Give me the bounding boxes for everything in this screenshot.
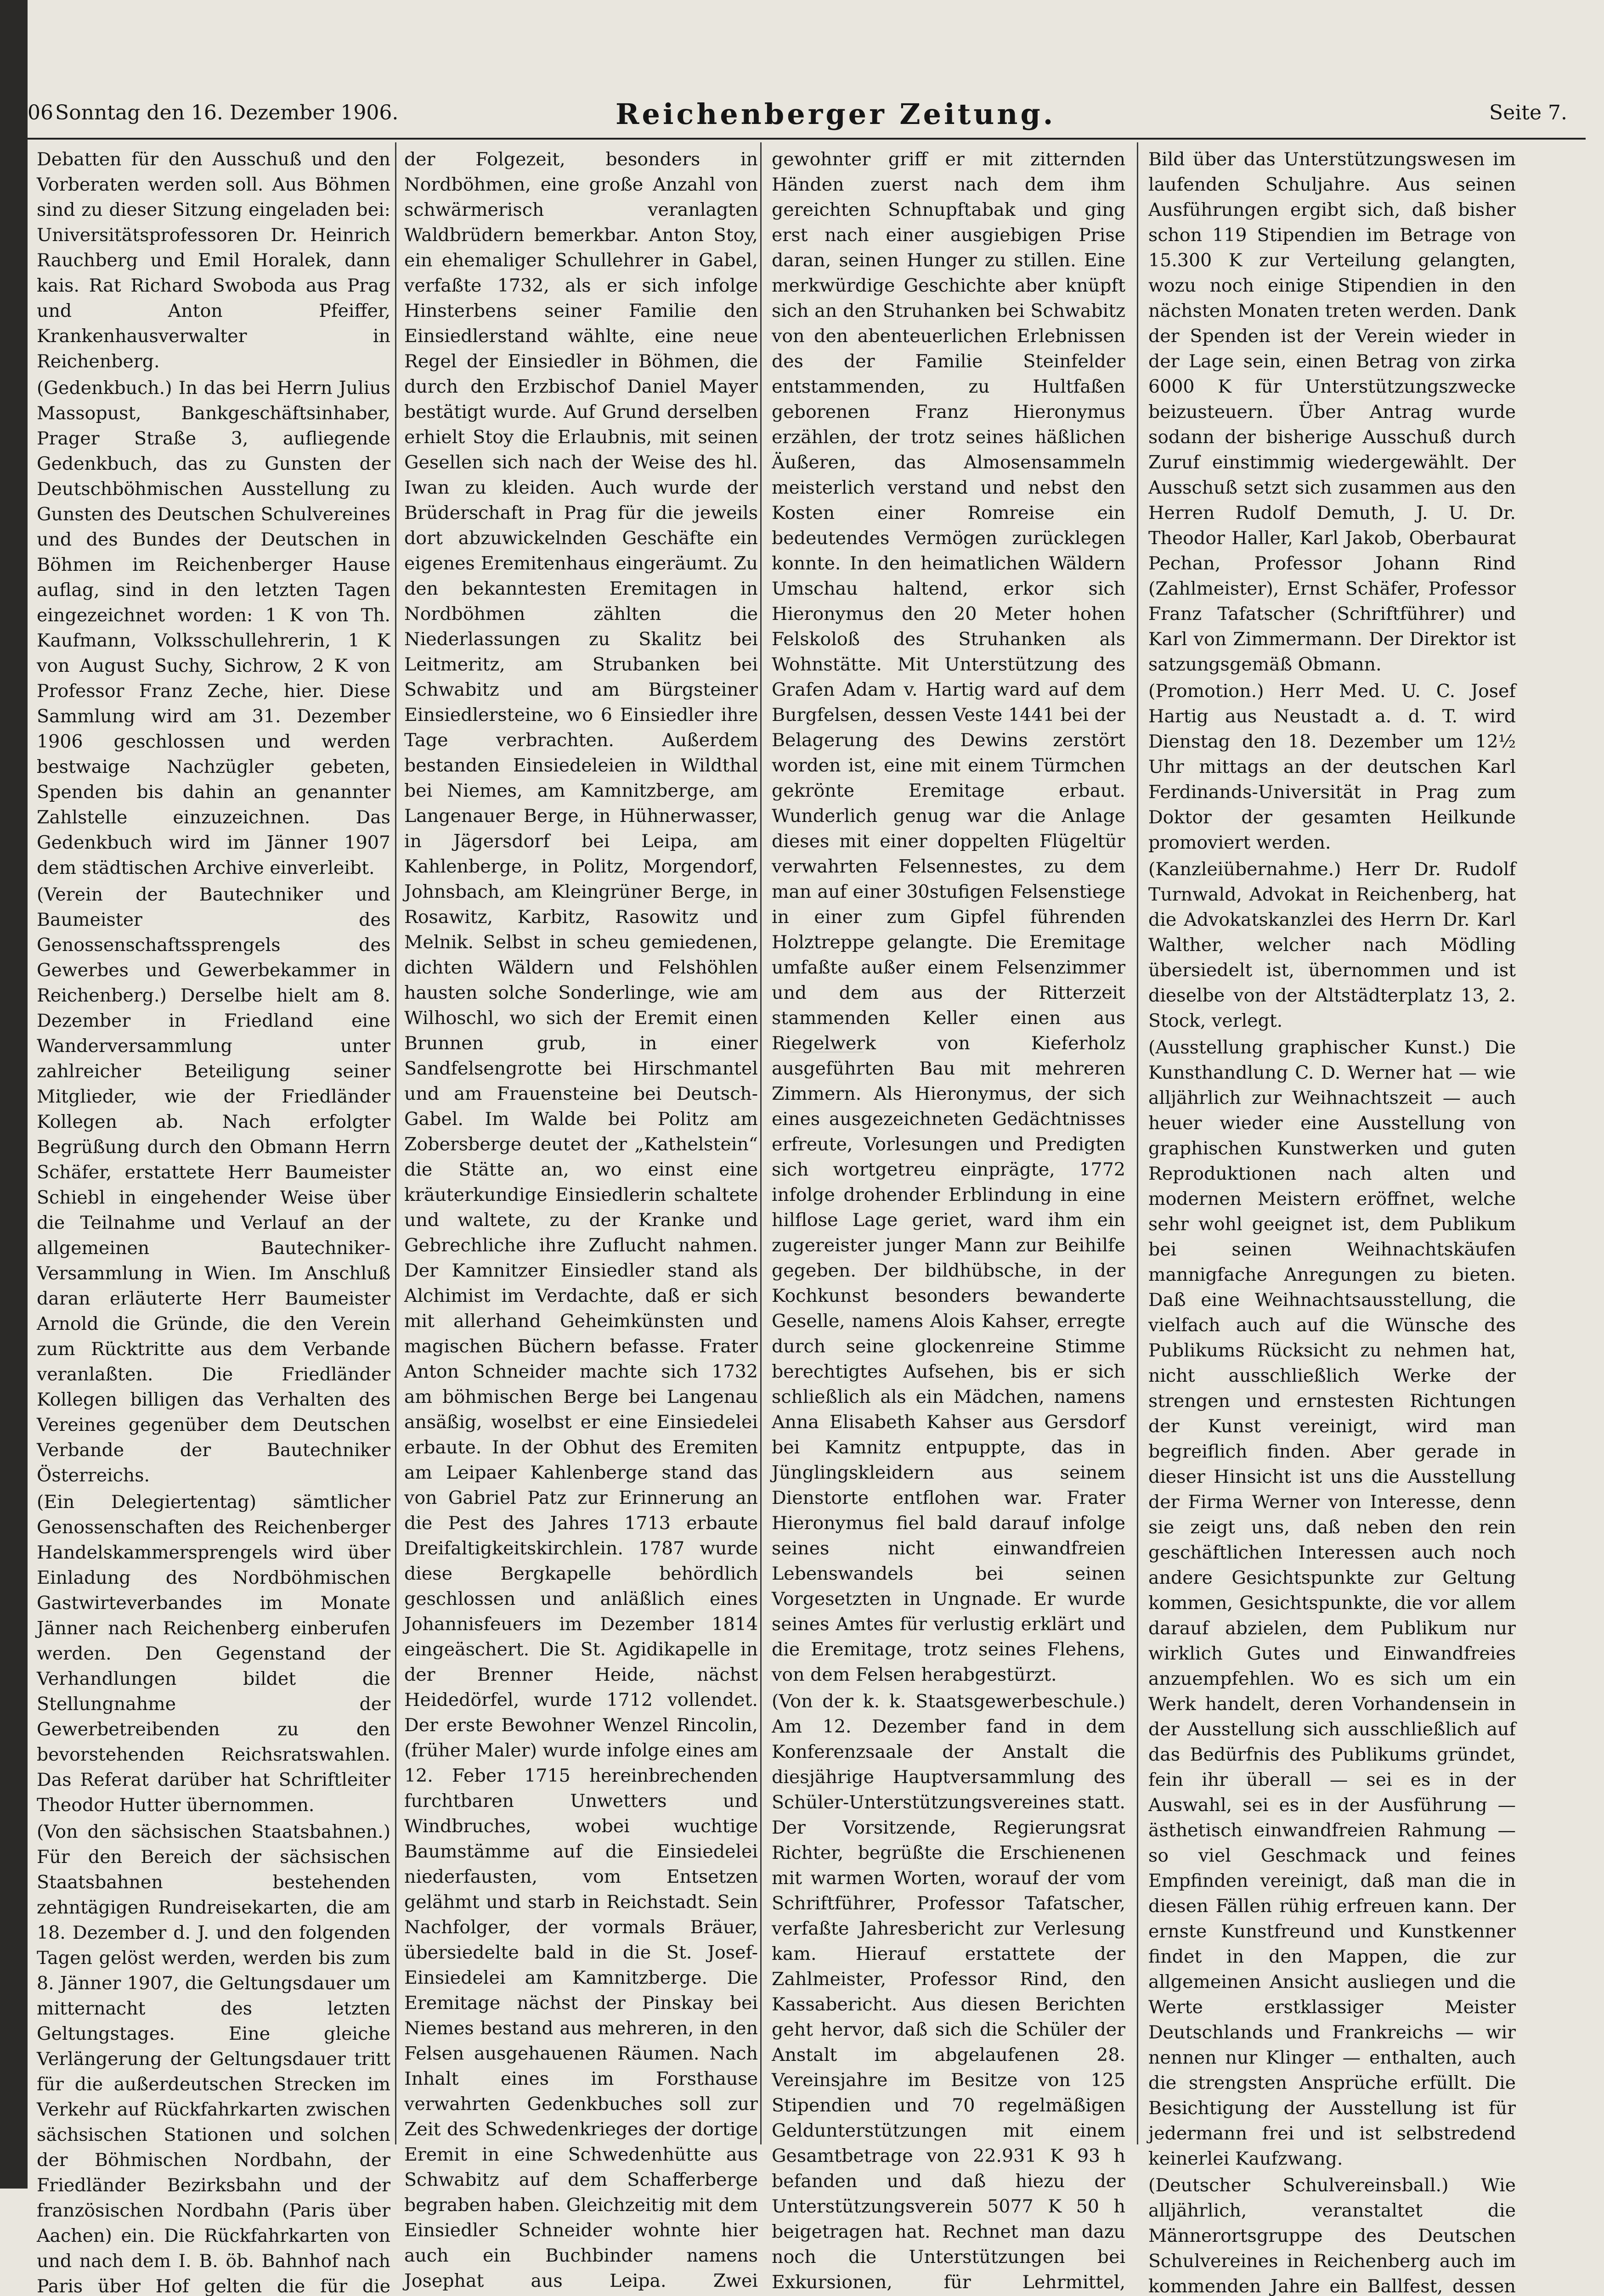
page-edge-shadow [0, 0, 28, 2189]
page-header [28, 97, 1586, 142]
issue-date: Sonntag den 16. Dezember 1906. [55, 101, 399, 124]
page-number-left: 06 [28, 101, 53, 124]
column-2 [404, 147, 758, 2291]
column-divider [1137, 142, 1138, 2144]
article-paragraph: der Folgezeit, besonders in Nordböhmen, eine große Anzahl von schwärmerisch veranlagten Waldbrüdern bemerkbar. Anton Stoy, ein ehemaliger Schullehrer in Gabel, verfaßte 1732, als er sich infolge Hinsterbens seiner Familie den Einsiedlerstand wählte, eine neue Regel der Einsiedler in Böhmen, die durch den Erzbischof Daniel Mayer bestätigt wurde. Auf Grund derselben erhielt Stoy die Erlaubnis, mit seinen Gesellen sich nach der Weise des hl. Iwan zu kleiden. Auch wurde der Brüderschaft in Prag für die jeweils dort abzuwickelnden Geschäfte ein eigenes Eremitenhaus eingeräumt. Zu den bekanntesten Eremitagen in Nordböhmen zählten die Niederlassungen zu Skalitz bei Leitmeritz, am Strubanken bei Schwabitz und am Bürgsteiner Einsiedlersteine, wo 6 Einsiedler ihre Tage verbrachten. Außerdem bestanden Einsiedeleien in Wildthal bei Niemes, am Kamnitzberge, am Langenauer Berge, in Hühnerwasser, in Jägersdorf bei Leipa, am Kahlenberge, in Politz, Morgendorf, Johnsbach, am Kleingrüner Berge, in Rosawitz, Karbitz, Rasowitz und Melnik. Selbst in scheu gemiedenen, dichten Wäldern und Felshöhlen hausten solche Sonderlinge, wie am Wilhoschl, wo sich der Eremit einen Brunnen grub, in einer Sandfelsengrotte bei Hirschmantel und am Frauensteine bei Deutsch-Gabel. Im Walde bei Politz am Zobersberge deutet der „Kathelstein“ die Stätte an, wo einst eine kräuterkundige Einsiedlerin schaltete und waltete, zu der Kranke und Gebrechliche ihre Zuflucht nahmen. Der Kamnitzer Einsiedler stand als Alchimist im Verdachte, daß er sich mit allerhand Geheimkünsten und magischen Büchern befasse. Frater Anton Schneider machte sich 1732 am böhmischen Berge bei Langenau ansäßig, woselbst er eine Einsiedelei erbaute. In der Obhut des Eremiten am Leipaer Kahlenberge stand das von Gabriel Patz zur Erinnerung an die Pest des Jahres 1713 erbaute Dreifaltigkeitskirchlein. 1787 wurde diese Bergkapelle behördlich geschlossen und anläßlich eines Johannisfeuers im Dezember 1814 eingeäschert. Die St. Agidikapelle in der Brenner Heide, nächst Heidedörfel, wurde 1712 vollendet. Der erste Bewohner Wenzel Rincolin, (früher Maler) wurde infolge eines am 12. Feber 1715 hereinbrechenden furchtbaren Unwetters und Windbruches, wobei wuchtige Baumstämme auf die Einsiedelei niederfausten, vom Entsetzen gelähmt und starb in Reichstadt. Sein Nachfolger, der vormals Bräuer, übersiedelte bald in die St. Josef-Einsiedelei am Kamnitzberge. Die Eremitage nächst der Pinskay bei Niemes bestand aus mehreren, in den Felsen ausgehauenen Räumen. Nach Inhalt eines im Forsthause verwahrten Gedenkbuches soll zur Zeit des Schwedenkrieges der dortige Eremit in eine Schwedenhütte aus Schwabitz auf dem Schafferberge begraben haben. Gleichzeitig mit dem Einsiedler Schneider wohnte hier auch ein Buchbinder namens Josephat aus Leipa. Zwei [404, 149, 758, 2291]
header-rule [28, 138, 1586, 140]
article-paragraph: gewohnter griff er mit zitternden Händen zuerst nach dem ihm gereichten Schnupftabak und ging erst nach einer ausgiebigen Prise daran, seinen Hunger zu stillen. Eine merkwürdige Geschichte aber knüpft sich an den Struhanken bei Schwabitz von den abenteuerlichen Erlebnissen des der Familie Steinfelder entstammenden, zu Hultfaßen geborenen Franz Hieronymus erzählen, der trotz seines häßlichen Äußeren, das Almosensammeln meisterlich verstand und nebst den Kosten einer Romreise ein bedeutendes Vermögen zurücklegen konnte. In den heimatlichen Wäldern Umschau haltend, erkor sich Hieronymus den 20 Meter hohen Felskoloß des Struhanken als Wohnstätte. Mit Unterstützung des Grafen Adam v. Hartig ward auf dem Burgfelsen, dessen Veste 1441 bei der Belagerung des Dewins zerstört worden ist, eine mit einem Türmchen gekrönte Eremitage erbaut. Wunderlich genug war die Anlage dieses mit einer doppelten Flügeltür verwahrten Felsennestes, zu dem man auf einer 30stufigen Felsenstiege in einer zum Gipfel führenden Holztreppe gelangte. Die Eremitage umfaßte außer einem Felsenzimmer und dem aus der Ritterzeit stammenden Keller einen aus Riegelwerk von Kieferholz ausgeführten Bau mit mehreren Zimmern. Als Hieronymus, der sich eines ausgezeichneten Gedächtnisses erfreute, Vorlesungen und Predigten sich wortgetreu einprägte, 1772 infolge drohender Erblindung in eine hilflose Lage geriet, ward ihm ein zugereister junger Mann zur Beihilfe gegeben. Der bildhübsche, in der Kochkunst besonders bewanderte Geselle, namens Alois Kahser, erregte durch seine glockenreine Stimme berechtigtes Aufsehen, bis er sich schließlich als ein Mädchen, namens Anna Elisabeth Kahser aus Gersdorf bei Kamnitz entpuppte, das in Jünglingskleidern aus seinem Dienstorte entflohen war. Frater Hieronymus fiel bald darauf infolge seines nicht einwandfreien Lebenswandels bei seinen Vorgesetzten in Ungnade. Er wurde seines Amtes für verlustig erklärt und die Eremitage, trotz seines Flehens, von dem Felsen herabgestürzt. [772, 149, 1125, 1685]
article-paragraph: (Promotion.) Herr Med. U. C. Josef Hartig aus Neustadt a. d. T. wird Dienstag den 18. Dezember um 12½ Uhr mittags an der deutschen Karl Ferdinands-Universität in Prag zum Doktor der gesamten Heilkunde promoviert werden. [1148, 681, 1516, 853]
newspaper-title: Reichenberger Zeitung. [616, 97, 1056, 131]
column-3 [772, 147, 1125, 2293]
article-paragraph: (Gedenkbuch.) In das bei Herrn Julius Massopust, Bankgeschäftsinhaber, Prager Straße 3, aufliegende Gedenkbuch, das zu Gunsten der Deutschböhmischen Ausstellung zu Gunsten des Deutschen Schulvereines und des Bundes der Deutschen in Böhmen im Reichenberger Hause auflag, sind in den letzten Tagen eingezeichnet worden: 1 K von Th. Kaufmann, Volksschullehrerin, 1 K von August Suchy, Sichrow, 2 K von Professor Franz Zeche, hier. Diese Sammlung wird am 31. Dezember 1906 geschlossen und werden bestwaige Nachzügler gebeten, Spenden bis dahin an genannter Zahlstelle einzuzeichnen. Das Gedenkbuch wird im Jänner 1907 dem städtischen Archive einverleibt. [37, 377, 390, 878]
column-divider [395, 142, 396, 2144]
article-paragraph: (Von der k. k. Staatsgewerbeschule.) Am 12. Dezember fand in dem Konferenzsaale der Anstalt die diesjährige Hauptversammlung des Schüler-Unterstützungsvereines statt. Der Vorsitzende, Regierungsrat Richter, begrüßte die Erschienenen mit warmen Worten, worauf der vom Schriftführer, Professor Tafatscher, verfaßte Jahresbericht zur Verlesung kam. Hierauf erstattete der Zahlmeister, Professor Rind, den Kassabericht. Aus diesen Berichten geht hervor, daß sich die Schüler der Anstalt im abgelaufenen 28. Vereinsjahre im Besitze von 125 Stipendien und 70 regelmäßigen Geldunterstützungen mit einem Gesamtbetrage von 22.931 K 93 h befanden und daß hiezu der Unterstützungsverein 5077 K 50 h beigetragen hat. Rechnet man dazu noch die Unterstützungen bei Exkursionen, für Lehrmittel, [772, 1691, 1125, 2293]
column-1 [37, 147, 390, 2296]
column-4 [1148, 147, 1516, 2296]
article-paragraph: (Kanzleiübernahme.) Herr Dr. Rudolf Turnwald, Advokat in Reichenberg, hat die Advokatskanzlei des Herrn Dr. Karl Walther, welcher nach Mödling übersiedelt ist, übernommen und ist dieselbe von der Altstädterplatz 13, 2. Stock, verlegt. [1148, 859, 1516, 1031]
article-paragraph: Bild über das Unterstützungswesen im laufenden Schuljahre. Aus seinen Ausführungen ergibt sich, daß bisher schon 119 Stipendien im Betrage von 15.300 K zur Verteilung gelangten, wozu noch einige Stipendien in den nächsten Monaten treten werden. Dank der Spenden ist der Verein wieder in der Lage sein, einen Betrag von zirka 6000 K für Unterstützungszwecke beizusteuern. Über Antrag wurde sodann der bisherige Ausschuß durch Zuruf einstimmig wiedergewählt. Der Ausschuß setzt sich zusammen aus den Herren Rudolf Demuth, J. U. Dr. Theodor Haller, Karl Jakob, Oberbaurat Pechan, Professor Johann Rind (Zahlmeister), Ernst Schäfer, Professor Franz Tafatscher (Schriftführer) und Karl von Zimmermann. Der Direktor ist satzungsgemäß Obmann. [1148, 149, 1516, 675]
article-paragraph: (Ausstellung graphischer Kunst.) Die Kunsthandlung C. D. Werner hat — wie alljährlich zur Weihnachtszeit — auch heuer wieder eine Ausstellung von graphischen Kunstwerken und guten Reproduktionen nach alten und modernen Meistern eröffnet, welche sehr wohl geeignet ist, dem Publikum bei seinen Weihnachtskäufen mannigfache Anregungen zu bieten. Daß eine Weihnachtsausstellung, die vielfach auch auf die Wünsche des Publikums Rücksicht zu nehmen hat, nicht ausschließlich Werke der strengen und ernstesten Richtungen der Kunst vereinigt, wird man begreiflich finden. Aber gerade in dieser Hinsicht ist uns die Ausstellung der Firma Werner von Interesse, denn sie zeigt uns, daß neben den rein geschäftlichen Interessen auch noch andere Gesichtspunkte zur Geltung kommen, Gesichtspunkte, die vor allem darauf abzielen, dem Publikum nur wirklich Gutes und Einwandfreies anzuempfehlen. Wo es sich um ein Werk handelt, deren Vorhandensein in der Ausstellung sich ausschließlich auf das Bedürfnis des Publikums gründet, fein ihr überall — sei es in der Auswahl, sei es in der Ausführung — ästhetisch einwandfreien Rahmung — so viel Geschmack und feines Empfinden vereinigt, daß man die in diesen Fällen rühig erfreuen kann. Der ernste Kunstfreund und Kunstkenner findet in den Mappen, die zur allgemeinen Ansicht ausliegen und die Werte erstklassiger Meister Deutschlands und Frankreichs — wir nennen nur Klinger — enthalten, auch die strengsten Ansprüche erfüllt. Die Besichtigung der Ausstellung ist für jedermann frei und ist selbstredend keinerlei Kaufzwang. [1148, 1037, 1516, 2169]
page-label: Seite 7. [1489, 101, 1567, 124]
article-paragraph: (Ein Delegiertentag) sämtlicher Genossenschaften des Reichenberger Handelskammersprengels wird über Einladung des Nordböhmischen Gastwirteverbandes im Monate Jänner nach Reichenberg einberufen werden. Den Gegenstand der Verhandlungen bildet die Stellungnahme der Gewerbetreibenden zu den bevorstehenden Reichsratswahlen. Das Referat darüber hat Schriftleiter Theodor Hutter übernommen. [37, 1491, 390, 1816]
article-paragraph: (Von den sächsischen Staatsbahnen.) Für den Bereich der sächsischen Staatsbahnen bestehenden zehntägigen Rundreisekarten, die am 18. Dezember d. J. und den folgenden Tagen gelöst werden, werden bis zum 8. Jänner 1907, die Geltungsdauer um mitternacht des letzten Geltungstages. Eine gleiche Verlängerung der Geltungsdauer tritt für die außerdeutschen Strecken im Verkehr auf Rückfahrkarten zwischen sächsischen Stationen und solchen der Böhmischen Nordbahn, der Friedländer Bezirksbahn und der französischen Nordbahn (Paris über Aachen) ein. Die Rückfahrkarten von und nach dem I. B. öb. Bahnhof nach Paris über Hof gelten die für die [37, 1821, 390, 2296]
article-paragraph: Debatten für den Ausschuß und den Vorberaten werden soll. Aus Böhmen sind zu dieser Sitzung eingeladen bei: Universitätsprofessoren Dr. Heinrich Rauchberg und Emil Horalek, dann kais. Rat Richard Swoboda aus Prag und Anton Pfeiffer, Krankenhausverwalter in Reichenberg. [37, 149, 390, 372]
column-divider [760, 142, 762, 2144]
article-paragraph: (Verein der Bautechniker und Baumeister des Genossenschaftssprengels des Gewerbes und Gewerbekammer in Reichenberg.) Derselbe hielt am 8. Dezember in Friedland eine Wanderversammlung unter zahlreicher Beteiligung seiner Mitglieder, wie der Friedländer Kollegen ab. Nach erfolgter Begrüßung durch den Obmann Herrn Schäfer, erstattete Herr Baumeister Schiebl in eingehender Weise über die Teilnahme und Verlauf an der allgemeinen Bautechniker-Versammlung in Wien. Im Anschluß daran erläuterte Herr Baumeister Arnold die Gründe, die den Verein zum Rücktritte aus dem Verbande veranlaßten. Die Friedländer Kollegen billigen das Verhalten des Vereines gegenüber dem Deutschen Verbande der Bautechniker Österreichs. [37, 884, 390, 1486]
article-paragraph: (Deutscher Schulvereinsball.) Wie alljährlich, veranstaltet die Männerortsgruppe des Deutschen Schulvereines in Reichenberg auch im kommenden Jahre ein Ballfest, dessen [1148, 2175, 1516, 2296]
faint-stamp-mark [790, 1052, 864, 1080]
